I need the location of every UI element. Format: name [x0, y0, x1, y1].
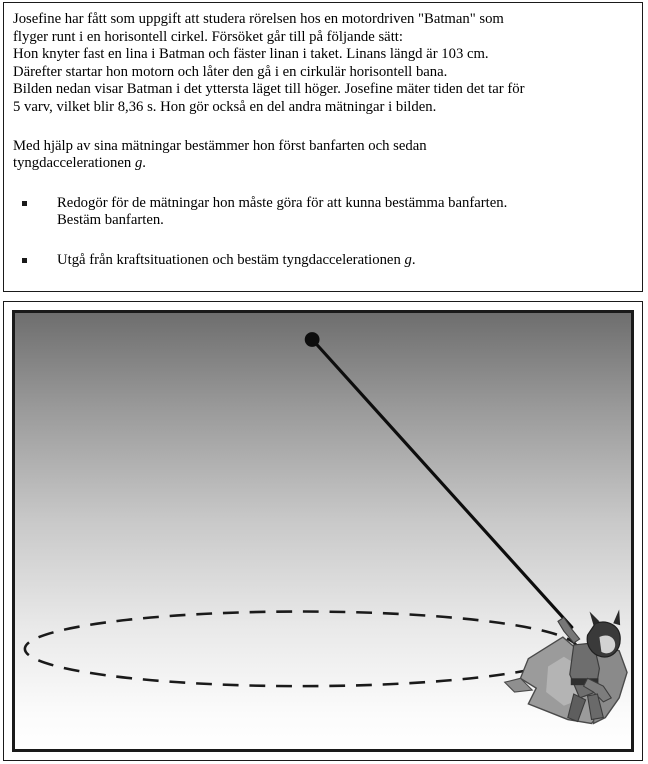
dashed-orbit-ellipse	[25, 612, 578, 687]
list-item	[13, 195, 632, 230]
cowl-ear-right	[613, 610, 620, 626]
figure-panel	[3, 301, 643, 761]
intro-line-2: flyger runt i en horisontell cirkel. Försöket går till på följande sätt:	[13, 28, 403, 45]
string-line	[313, 340, 572, 627]
intro-line-3: Hon knyter fast en lina i Batman och fäster linan i taket. Linans längd är 103 cm.	[13, 46, 489, 63]
problem-text-panel	[3, 2, 643, 292]
bullet-1-line-2: Bestäm banfarten.	[57, 212, 164, 229]
bullet-1-line-1: Redogör för de mätningar hon måste göra för att kunna bestämma banfarten.	[57, 194, 508, 211]
italic-g-symbol: g	[404, 251, 412, 268]
italic-g-symbol: g	[134, 155, 143, 172]
intro-line-4: Därefter startar hon motorn och låter den gå i en cirkulär horisontell bana.	[13, 63, 448, 80]
second-para-line-2	[13, 155, 632, 173]
bullet-2-line-1	[57, 252, 632, 270]
intro-line-5: Bilden nedan visar Batman i det yttersta läget till höger. Josefine mäter tiden det tar för	[13, 81, 525, 98]
bullet-square-icon	[22, 258, 27, 263]
second-para-line-2-post: .	[142, 155, 146, 172]
bullet-2-text-post: .	[411, 251, 416, 268]
intro-paragraph	[13, 11, 632, 117]
intro-line-6: 5 varv, vilket blir 8,36 s. Hon gör också en del andra mätningar i bilden.	[13, 98, 437, 115]
figure-image	[12, 310, 634, 752]
second-para-line-2-pre: tyngdaccelerationen	[13, 155, 135, 172]
intro-line-1: Josefine har fått som uppgift att studera rörelsen hos en motordriven "Batman" som	[13, 11, 504, 27]
figure-diagram	[15, 313, 631, 749]
second-paragraph	[13, 138, 632, 173]
list-item	[13, 252, 632, 270]
second-para-line-1: Med hjälp av sina mätningar bestämmer hon först banfarten och sedan	[13, 137, 427, 154]
task-bullet-list	[13, 195, 632, 270]
pivot-dot	[305, 332, 320, 347]
bullet-square-icon	[22, 201, 27, 206]
bullet-2-text-pre: Utgå från kraftsituationen och bestäm tyngdaccelerationen	[57, 251, 405, 268]
